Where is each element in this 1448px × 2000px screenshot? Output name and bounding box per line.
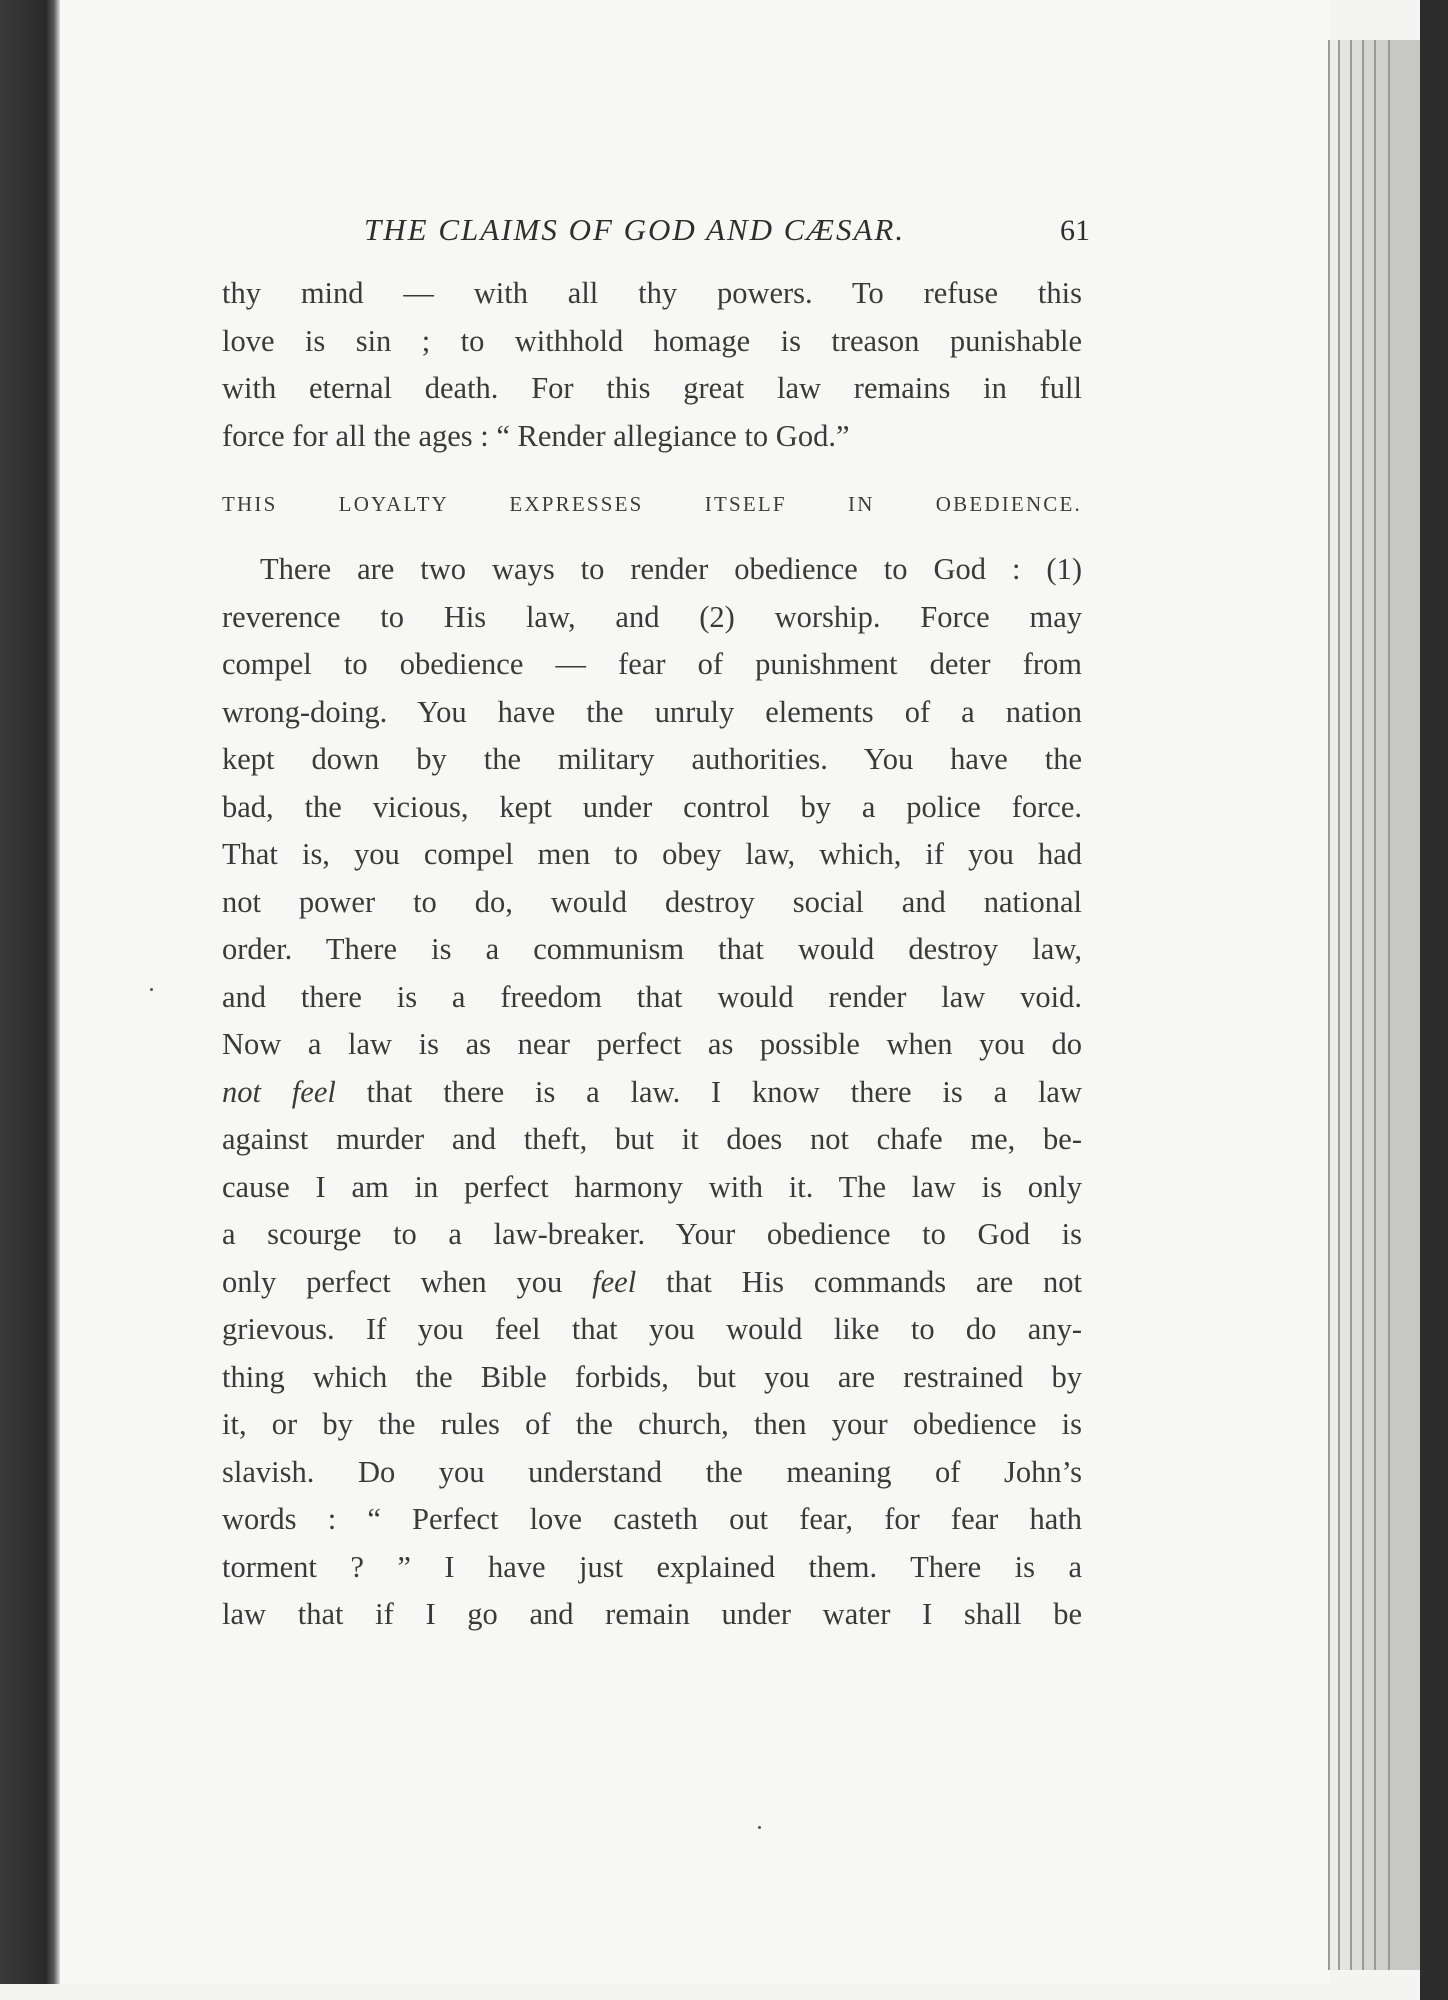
text-line: There are two ways to render obedience to God : (1) [260,552,1082,586]
text-line: it, or by the rules of the church, then your obedience is [222,1407,1082,1441]
text-line: reverence to His law, and (2) worship. Force may [222,599,1082,634]
text-line: against murder and theft, but it does not chafe me, be- [222,1122,1082,1156]
text-fragment: that there is a law. I know there is a law [335,1074,1082,1109]
text-line: wrong-doing. You have the unruly elements of a nation [222,694,1082,729]
text-line: Now a law is as near perfect as possible when you do [222,1027,1082,1061]
text-line: bad, the vicious, kept under control by a police force. [222,789,1082,824]
page-edges [1328,40,1448,1970]
text-line: torment ? ” I have just explained them. There is a [222,1549,1082,1584]
text-line: order. There is a communism that would destroy law, [222,932,1082,966]
text-line: That is, you compel men to obey law, which, if you had [222,837,1082,871]
text-line: grievous. If you feel that you would like to do any- [222,1312,1082,1346]
book-spine [0,0,60,1984]
text-line: kept down by the military authorities. You have the [222,742,1082,776]
running-head [300,212,1090,262]
scan-speck [758,1826,761,1829]
text-line: cause I am in perfect harmony with it. The law is only [222,1169,1082,1204]
italic-text: not feel [222,1074,336,1109]
text-line: and there is a freedom that would render law void. [222,979,1082,1014]
text-line: force for all the ages : “ Render allegiance to God.” [222,418,850,453]
text-line: words : “ Perfect love casteth out fear, for fear hath [222,1502,1082,1536]
page-number: 61 [1060,214,1090,247]
text-line: with eternal death. For this great law remains in full [222,371,1082,405]
scan-speck [150,988,153,991]
text-line: compel to obedience — fear of punishment deter from [222,647,1082,681]
text-line: not power to do, would destroy social and national [222,884,1082,919]
text-line: thing which the Bible forbids, but you are restrained by [222,1359,1082,1394]
text-line: law that if I go and remain under water I shall be [222,1597,1082,1631]
text-line [222,1259,1082,1307]
text-block [222,270,1082,1639]
italic-text: feel [592,1264,637,1299]
text-line [222,1069,1082,1117]
text-line: slavish. Do you understand the meaning of John’s [222,1454,1082,1489]
text-line: a scourge to a law-breaker. Your obedience to God is [222,1217,1082,1251]
section-heading: THIS LOYALTY EXPRESSES ITSELF IN OBEDIENCE. [222,492,1082,516]
running-head-title: THE CLAIMS OF GOD AND CÆSAR. [364,212,906,247]
book-cover-edge [1420,0,1448,2000]
text-line: thy mind — with all thy powers. To refuse this [222,276,1082,310]
text-fragment: that His commands are not [636,1264,1083,1299]
text-fragment: only perfect when you [222,1264,593,1299]
text-line: love is sin ; to withhold homage is treason punishable [222,323,1082,358]
